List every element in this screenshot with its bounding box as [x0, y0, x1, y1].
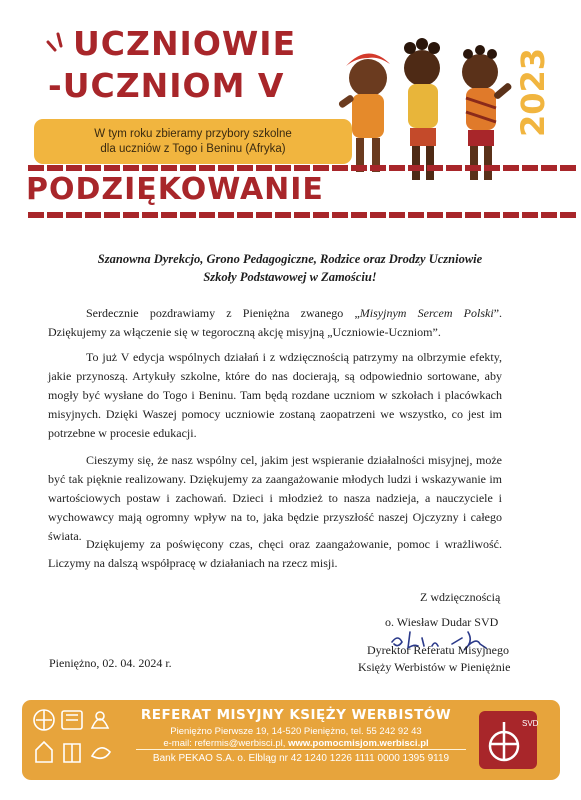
p4-text: Dziękujemy za poświęcony czas, chęci oraz zaangażowanie, pomoc i wrażliwość. Liczymy na dalszą współpracę w działaniach na rzecz misji.	[48, 537, 502, 570]
footer-website[interactable]: www.pomocmisjom.werbisci.pl	[288, 738, 429, 749]
p3-text: Cieszymy się, że nasz wspólny cel, jakim jest wspieranie działalności misyjnej, może być tak pięknie realizowany. Dziękujemy za zaangażowanie młodych ludzi i wskazywanie im wartościowych postaw i zachowań. Dzieci i młodzież to nasza nadzieja, a nauczyciele i wychowawcy mają ogromny wpływ na to, jaka będzie przyszłość naszej Ojczyzny i całego świata.	[48, 453, 502, 543]
p1-text-a: Serdecznie pozdrawiamy z Pieniężna zwanego „	[86, 306, 360, 320]
svd-logo-text: SVD	[522, 719, 538, 728]
paragraph-1	[48, 304, 502, 342]
p2-text: To już V edycja wspólnych działań i z wdzięcznością patrzymy na olbrzymie efekty, jakie przynoszą. Artykuły szkolne, które do nas docierają, są odpowiednio sortowane, aby mogły być wysłane do Togo i Beninu. Tam będą rozdane uczniom w szkołach i placówkach misyjnych. Dzięki Waszej pomocy uczniowie zostaną zaopatrzeni we wszystko, co jest im potrzebne w procesie edukacji.	[48, 350, 502, 440]
campaign-banner	[34, 119, 352, 164]
footer-bank-account: Bank PEKAO S.A. o. Elbląg nr 42 1240 1226 1111 0000 1395 9119	[152, 753, 450, 764]
svd-logo	[478, 710, 538, 770]
bottom-decorative-rule	[28, 212, 576, 218]
salutation	[40, 250, 540, 286]
footer-email[interactable]: e-mail: refermis@werbisci.pl,	[163, 738, 286, 749]
mission-icons-grid	[30, 706, 128, 772]
year-label: 2023	[514, 47, 552, 137]
paragraph-2	[48, 348, 502, 443]
signer-name: o. Wiesław Dudar SVD	[385, 615, 499, 629]
footer-divider	[136, 749, 466, 750]
banner-line2: dla uczniów z Togo i Beninu (Afryka)	[100, 142, 286, 155]
headline: PODZIĘKOWANIE	[26, 172, 324, 207]
top-decorative-rule	[28, 165, 576, 171]
salutation-line2: Szkoły Podstawowej w Zamościu!	[203, 270, 377, 284]
banner-line1: W tym roku zbieramy przybory szkolne	[94, 127, 292, 140]
footer-address: Pieniężno Pierwsze 19, 14-520 Pieniężno, tel. 55 242 92 43	[170, 726, 422, 737]
campaign-title-line1: UCZNIOWIE	[73, 24, 297, 63]
closing: Z wdzięcznością	[420, 590, 501, 604]
paragraph-4	[48, 535, 502, 573]
dancing-children-illustration	[330, 28, 520, 198]
footer-org-name: REFERAT MISYJNY KSIĘŻY WERBISTÓW	[140, 707, 452, 723]
salutation-line1: Szanowna Dyrekcjo, Grono Pedagogiczne, Rodzice oraz Drodzy Uczniowie	[97, 252, 483, 266]
role-line1: Dyrektor Referatu Misyjnego	[367, 643, 509, 657]
p1-text-b: ”. Dziękujemy za włączenie się w tegoroczną akcję misyjną „Uczniowie-Uczniom”.	[48, 306, 503, 339]
role-line2: Księży Werbistów w Pieniężnie	[358, 660, 511, 674]
footer-contact	[136, 738, 456, 749]
paragraph-3	[48, 451, 502, 546]
campaign-title-line2: -UCZNIOM V	[48, 66, 285, 105]
p1-emphasis: Misyjnym Sercem Polski	[359, 306, 494, 320]
place-and-date: Pieniężno, 02. 04. 2024 r.	[49, 656, 172, 670]
